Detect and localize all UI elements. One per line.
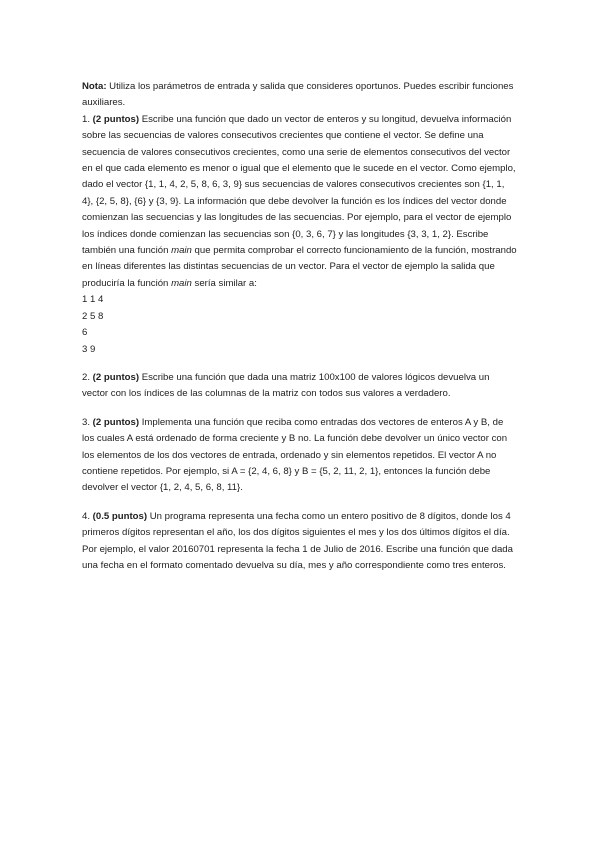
question-1-text-c: sería similar a: (191, 277, 257, 289)
question-4-number: 4. (82, 510, 93, 522)
question-1-text-b: que permita comprobar el correcto funcionamiento de la función, mostrando en líneas diferentes las distintas secuencias de un vector. Para el vector de ejemplo la salida que produciría la función (82, 245, 517, 289)
question-1-text-a: Escribe una función que dado un vector de enteros y su longitud, devuelva información sobre las secuencias de valores consecutivos crecientes que contiene el vector. Se define una secuencia de valores consecutivos crecientes, como una serie de elementos consecutivos del vector en el que cada elemento es menor o igual que el elemento que le sucede en el vector. Como ejemplo, dado el vector {1, 1, 4, 2, 5, 8, 6, 3, 9} sus secuencias de valores consecutivos crecientes son {1, 1, 4}, {2, 5, 8}, {6} y {3, 9}. La información que debe devolver la función es los índices del vector donde comienzan las secuencias y las longitudes de las secuencias. Por ejemplo, para el vector de ejemplo los índices donde comienzan las secuencias son {0, 3, 6, 7} y las longitudes {3, 3, 1, 2}. Escribe también una función (82, 113, 516, 257)
question-1-example-output (82, 292, 518, 358)
question-1-main-word: main (171, 245, 192, 257)
question-4-points: (0.5 puntos) (92, 510, 148, 522)
output-line: 2 5 8 (82, 310, 104, 322)
paragraph-gap (82, 403, 518, 415)
note-label: Nota: (82, 81, 107, 92)
note-text: Utiliza los parámetros de entrada y salida que consideres oportunos. Puedes escribir funciones auxiliares. (82, 81, 514, 109)
output-line: 6 (82, 327, 88, 339)
note-paragraph (82, 79, 518, 112)
question-1-main-word-2: main (171, 277, 192, 289)
question-1-points: (2 puntos) (92, 113, 140, 125)
question-2-paragraph (82, 370, 518, 403)
question-4-paragraph (82, 509, 518, 575)
document-page (82, 79, 518, 574)
question-2-points: (2 puntos) (92, 371, 140, 383)
question-3-number: 3. (82, 416, 93, 428)
paragraph-gap (82, 497, 518, 509)
question-3-text: Implementa una función que reciba como entradas dos vectores de enteros A y B, de los cuales A está ordenado de forma creciente y B no. La función debe devolver un único vector con los elementos de los dos vectores de entrada, ordenado y sin elementos repetidos. El vector A no contiene repetidos. Por ejemplo, si A = {2, 4, 6, 8} y B = {5, 2, 11, 2, 1}, entonces la función debe devolver el vector {1, 2, 4, 5, 6, 8, 11}. (82, 416, 508, 494)
question-1-number: 1. (82, 113, 93, 125)
question-2-number: 2. (82, 371, 93, 383)
question-1-paragraph (82, 112, 518, 292)
question-2-text: Escribe una función que dada una matriz 100x100 de valores lógicos devuelva un vector con los índices de las columnas de la matriz con todos sus valores a verdadero. (82, 371, 490, 400)
output-line: 1 1 4 (82, 294, 104, 306)
output-line: 3 9 (82, 343, 96, 355)
paragraph-gap (82, 358, 518, 370)
question-3-points: (2 puntos) (92, 416, 140, 428)
question-4-text: Un programa representa una fecha como un entero positivo de 8 dígitos, donde los 4 primeros dígitos representan el año, los dos dígitos siguientes el mes y los dos últimos dígitos el día. Por ejemplo, el valor 20160701 representa la fecha 1 de Julio de 2016. Escribe una función que dada una fecha en el formato comentado devuelva su día, mes y año correspondiente como tres enteros. (82, 510, 513, 571)
question-3-paragraph (82, 415, 518, 497)
